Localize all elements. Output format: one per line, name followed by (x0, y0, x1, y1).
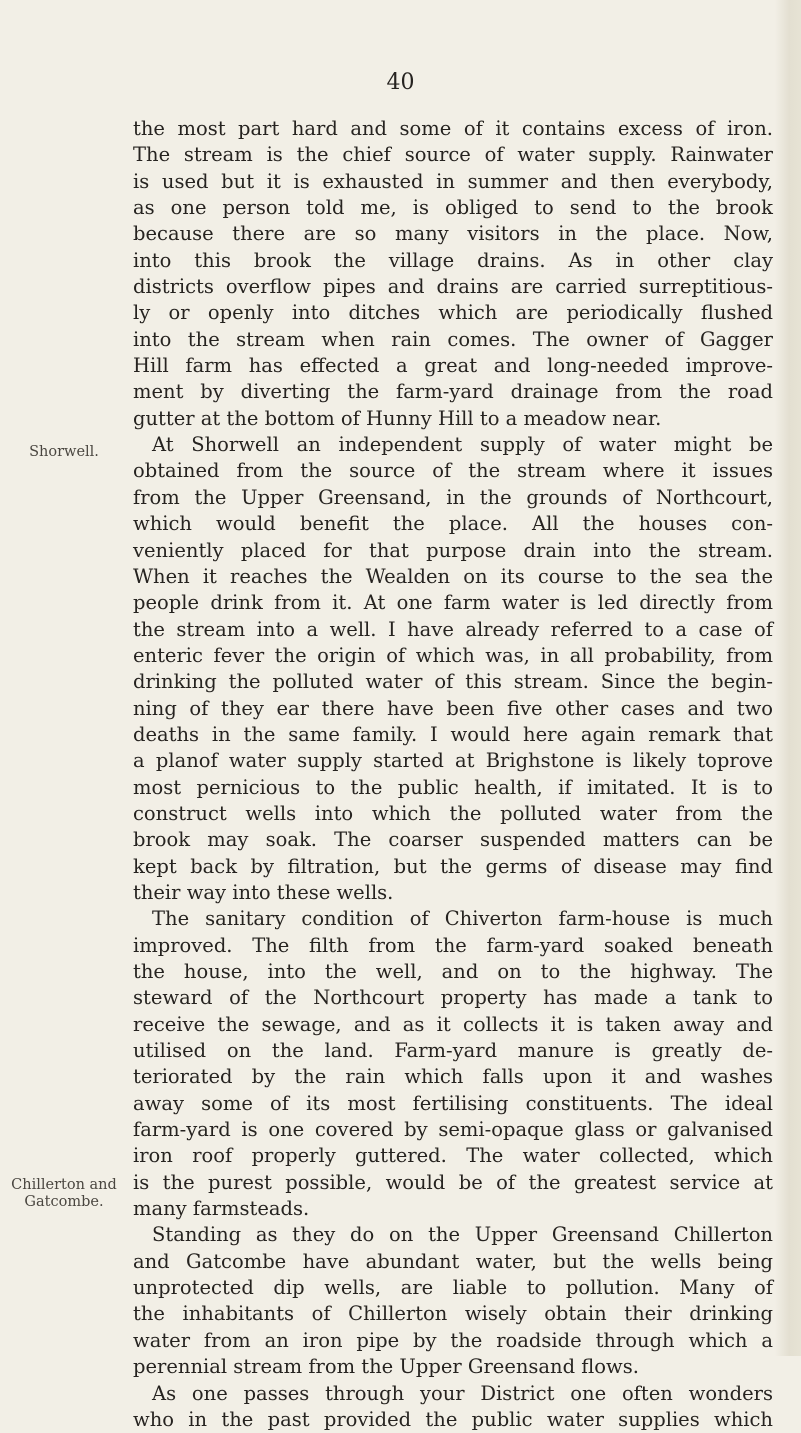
text-line: obtained from the source of the stream where it issues (133, 459, 773, 483)
text-line: the stream into a well. I have already referred to a case of (133, 617, 773, 641)
text-line: districts overflow pipes and drains are carried surreptitious- (133, 275, 773, 299)
text-line: enteric fever the origin of which was, in all probability, from (133, 643, 773, 667)
page-number: 40 (386, 70, 415, 95)
text-line: unprotected dip wells, are liable to pollution. Many of (133, 1276, 773, 1300)
text-line: as one person told me, is obliged to send to the brook (133, 196, 773, 220)
text-line: The stream is the chief source of water supply. Rainwater (133, 143, 773, 167)
text-line: perennial stream from the Upper Greensand flows. (133, 1355, 639, 1379)
text-line: drinking the polluted water of this stream. Since the begin- (133, 670, 773, 694)
text-line: a planof water supply started at Brighstone is likely toprove (133, 749, 773, 773)
text-line: When it reaches the Wealden on its course to the sea the (133, 564, 773, 588)
text-line: and Gatcombe have abundant water, but the wells being (133, 1249, 773, 1273)
text-line: veniently placed for that purpose drain into the stream. (133, 538, 773, 562)
text-line: utilised on the land. Farm-yard manure is greatly de- (133, 1039, 773, 1063)
text-line: brook may soak. The coarser suspended matters can be (133, 828, 773, 852)
text-line: because there are so many visitors in the place. Now, (133, 222, 773, 246)
margin-note-line: Gatcombe. (24, 1194, 104, 1210)
paragraph-start-shorwell: At Shorwell an independent supply of water might be (152, 433, 773, 457)
text-line: kept back by filtration, but the germs of disease may find (133, 854, 773, 878)
text-line: ning of they ear there have been five other cases and two (133, 696, 773, 720)
text-line: most pernicious to the public health, if imitated. It is to (133, 775, 773, 799)
body-text (133, 116, 773, 1433)
paragraph-start-chiverton: The sanitary condition of Chiverton farm-house is much (152, 907, 773, 931)
paragraph-start-chillerton: Standing as they do on the Upper Greensand Chillerton (152, 1223, 773, 1247)
text-line: farm-yard is one covered by semi-opaque glass or galvanised (133, 1118, 773, 1142)
margin-note-line: Shorwell. (29, 444, 99, 460)
text-line: iron roof properly guttered. The water collected, which (133, 1144, 773, 1168)
page-edge-shadow (775, 0, 801, 1356)
text-line: who in the past provided the public water supplies which (133, 1407, 773, 1431)
text-line: the most part hard and some of it contains excess of iron. (133, 117, 773, 140)
text-line: teriorated by the rain which falls upon it and washes (133, 1065, 773, 1089)
margin-note-shorwell (0, 444, 128, 461)
text-line: many farmsteads. (133, 1197, 310, 1221)
text-line: is used but it is exhausted in summer and then everybody, (133, 169, 773, 193)
text-line: people drink from it. At one farm water is led directly from (133, 591, 773, 615)
text-line: into this brook the village drains. As in other clay (133, 248, 773, 272)
text-line: steward of the Northcourt property has made a tank to (133, 986, 773, 1010)
text-line: which would benefit the place. All the houses con- (133, 512, 773, 536)
text-line: water from an iron pipe by the roadside through which a (133, 1328, 773, 1352)
text-line: their way into these wells. (133, 880, 394, 904)
margin-note-chillerton-gatcombe (0, 1177, 128, 1211)
text-line: ment by diverting the farm-yard drainage from the road (133, 380, 773, 404)
text-line: the house, into the well, and on to the highway. The (133, 960, 773, 983)
text-line: receive the sewage, and as it collects it is taken away and (133, 1012, 773, 1036)
text-line: the inhabitants of Chillerton wisely obtain their drinking (133, 1302, 773, 1326)
text-line: improved. The filth from the farm-yard soaked beneath (133, 933, 773, 957)
margin-note-line: Chillerton and (11, 1177, 117, 1193)
text-line: from the Upper Greensand, in the grounds of Northcourt, (133, 485, 773, 509)
text-line: gutter at the bottom of Hunny Hill to a meadow near. (133, 406, 662, 430)
text-line: away some of its most fertilising constituents. The ideal (133, 1091, 773, 1115)
text-line: construct wells into which the polluted water from the (133, 801, 773, 825)
paragraph-start-district: As one passes through your District one often wonders (152, 1381, 773, 1405)
text-line: ly or openly into ditches which are periodically flushed (133, 301, 773, 325)
text-line: Hill farm has effected a great and long-needed improve- (133, 354, 773, 378)
text-line: deaths in the same family. I would here again remark that (133, 722, 773, 746)
text-line: is the purest possible, would be of the greatest service at (133, 1170, 773, 1194)
text-line: into the stream when rain comes. The owner of Gagger (133, 327, 773, 351)
